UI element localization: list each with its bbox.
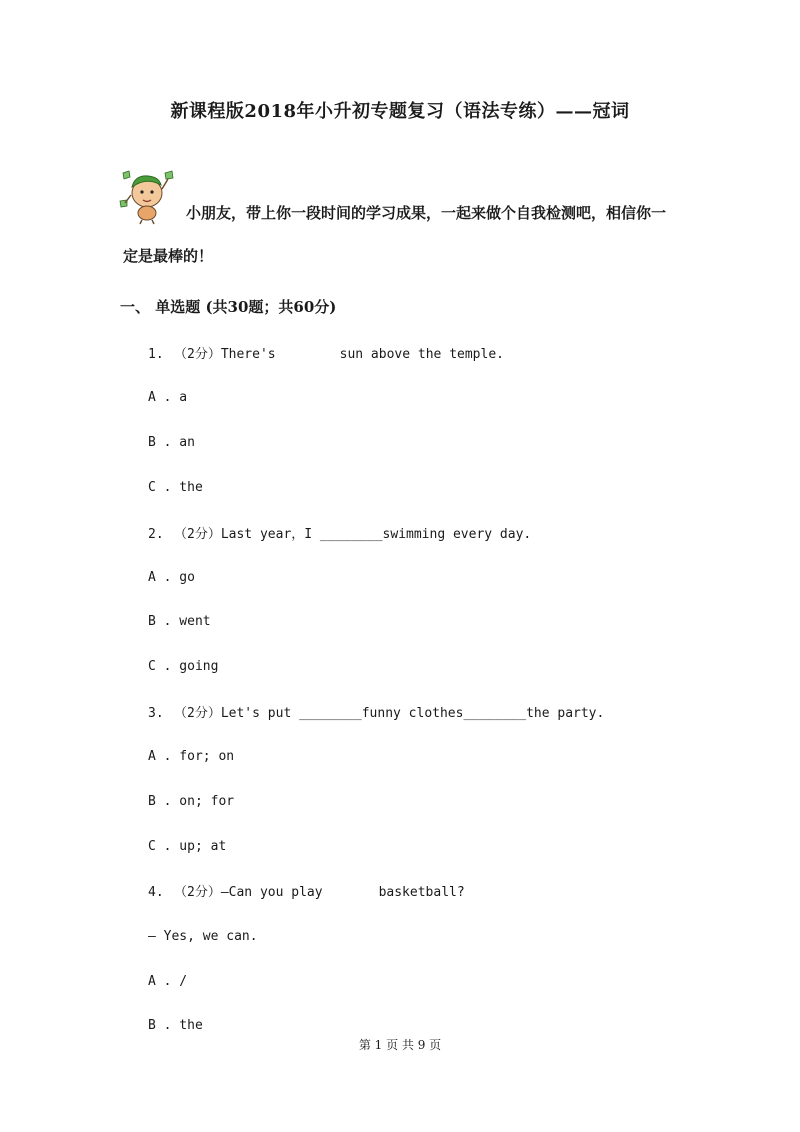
- intro-line-2: 定是最棒的！: [123, 247, 214, 265]
- option-2a[interactable]: A . go: [148, 570, 195, 585]
- question-number: 3.: [148, 706, 164, 721]
- question-points: （2分）: [174, 706, 221, 721]
- cartoon-boy-icon: [115, 165, 179, 225]
- option-3a[interactable]: A . for; on: [148, 749, 235, 764]
- question-number: 2.: [148, 527, 164, 542]
- option-4a[interactable]: A . /: [148, 974, 188, 989]
- option-4b[interactable]: B . the: [148, 1018, 203, 1033]
- dialogue-answer-line: — Yes, we can.: [148, 929, 258, 944]
- question-text-after: sun above the temple.: [339, 347, 504, 362]
- question-2: [148, 523, 531, 542]
- document-title: 新课程版2018年小升初专题复习（语法专练）——冠词: [170, 101, 630, 122]
- question-points: （2分）: [174, 347, 221, 362]
- question-number: 4.: [148, 885, 164, 900]
- question-3: [148, 702, 604, 721]
- question-points: （2分）: [174, 527, 221, 542]
- option-2b[interactable]: B . went: [148, 614, 211, 629]
- section-heading: 一、 单选题 (共30题；共60分): [120, 298, 337, 316]
- question-text: Last year，I ________swimming every day.: [220, 527, 532, 542]
- page-footer: 第 1 页 共 9 页: [358, 1038, 442, 1052]
- question-text: —Can you play: [220, 885, 323, 900]
- option-3b[interactable]: B . on; for: [148, 794, 235, 809]
- question-number: 1.: [148, 347, 164, 362]
- option-1c[interactable]: C . the: [148, 480, 203, 495]
- question-points: （2分）: [174, 885, 221, 900]
- intro-line-1: 小朋友，带上你一段时间的学习成果，一起来做个自我检测吧，相信你一: [186, 204, 667, 222]
- question-text: There's: [220, 347, 276, 362]
- option-3c[interactable]: C . up; at: [148, 839, 227, 854]
- option-2c[interactable]: C . going: [148, 659, 219, 674]
- question-1: [148, 343, 504, 362]
- question-4: [148, 881, 465, 900]
- question-text-after: basketball?: [378, 885, 465, 900]
- question-text: Let's put ________funny clothes________the party.: [220, 706, 605, 721]
- option-1a[interactable]: A . a: [148, 390, 188, 405]
- option-1b[interactable]: B . an: [148, 435, 195, 450]
